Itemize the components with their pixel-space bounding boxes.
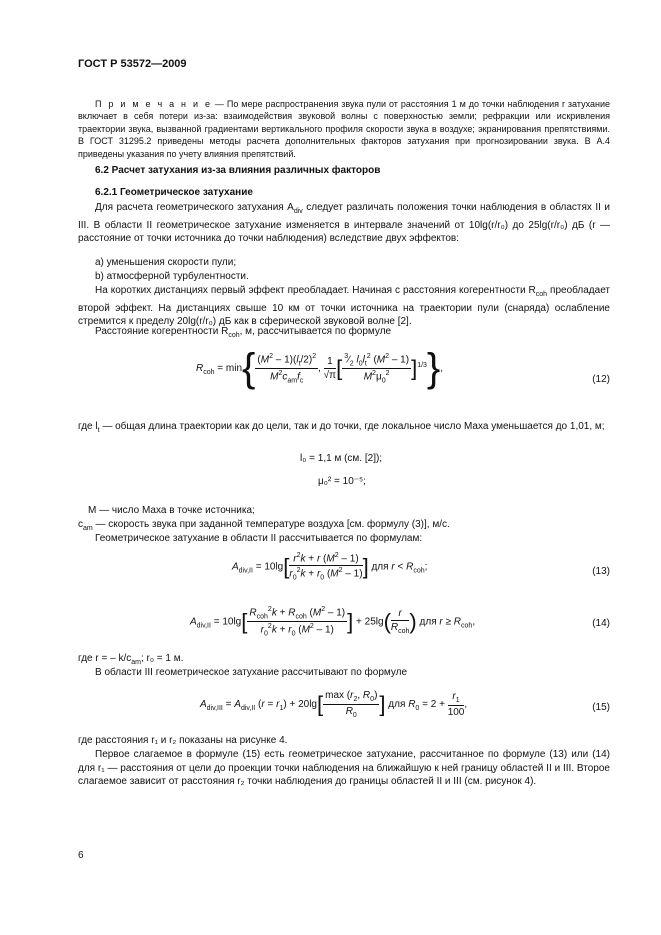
- p3-rest: , м, рассчитывается по формуле: [239, 326, 392, 337]
- l0-value: l₀ = 1,1 м (см. [2]);: [300, 453, 383, 464]
- note-block: [78, 98, 610, 160]
- page-number: 6: [78, 850, 84, 861]
- p3-sub: coh: [228, 332, 240, 339]
- p2-rest: преобладает второй эффект. На дистанциях свыше 10 км от точки источника на траектории пули (снаряда) ослабление стремится к пределу 20lg(r/r₀) дБ как в сферической звуковой волне [2].: [78, 285, 611, 328]
- note-label: П р и м е ч а н и е: [95, 99, 212, 109]
- list-item-b: b) атмосферной турбулентности.: [95, 271, 249, 282]
- section-heading: 6.2 Расчет затухания из-за влияния различных факторов: [95, 165, 381, 176]
- where-lt: [78, 420, 610, 438]
- p3-text: Расстояние когерентности R: [95, 326, 229, 337]
- def-cam-text: c: [78, 519, 83, 530]
- where-lt-text: где l: [78, 421, 98, 432]
- formula-14: $A_{div,II} = 10\lg$[ $\frac{R_{coh}^2k + R_{coh} (M^2 - 1)}{r_0^2k + r_0 (M^2 - 1)}$ ] + 25lg( $\frac{r}{R_{coh}}$ ) для $r \ge R_{coh}$,: [190, 606, 476, 638]
- def-M: M — число Маха в точке источника;: [88, 505, 255, 516]
- p1-sub: div: [293, 208, 303, 215]
- list-item-a: a) уменьшения скорости пули;: [95, 257, 237, 268]
- formula-15: $A_{div,III} = A_{div,II}$ $(r = r_1) + 20\lg$[ $\frac{\max (r_2, R_0)}{R_0}$ ] для $R_0 = 2$ + $\frac{r_1}{100}$ ,: [200, 690, 468, 719]
- where-r-rest: ; r₀ = 1 м.: [140, 653, 184, 664]
- where-lt-sub: t: [97, 427, 100, 434]
- def-cam-sub: am: [83, 525, 93, 532]
- paragraph-3: [78, 325, 610, 343]
- paragraph-6: Первое слагаемое в формуле (15) есть геометрическое затухание, рассчитанное по формуле (13) или (14) для r₁ — расстояния от цели до проекции точки наблюдения на ближайшую к ней границу областей II и III. Второе слагаемое зависит от расстояния r₂ точки наблюдения до границы областей II и III (см. рисунок 4).: [78, 749, 610, 788]
- p1-rest: следует различать положения точки наблюдения в областях II и III. В области II геометрическое затухание изменяется в интервале значений от 10lg(r/r₀) до 25lg(r/r₀) дБ (r — расстояние от точки источника до точки наблюдения) вследствие двух эффектов:: [78, 202, 610, 245]
- paragraph-5: В области III геометрическое затухание рассчитывают по формуле: [95, 667, 408, 678]
- equation-number-13: (13): [592, 566, 610, 577]
- mu0-value: μ₀² = 10⁻⁵;: [318, 476, 366, 487]
- formula-12: $R_{coh} = \min${ $\frac{(M^2 - 1)(l_t/2)^2}{M^2c_{am}f_c}$ , $\frac{1}{√\pi}$ [ $\frac{^3⁄_2 l_0l_t^2 (M^2 - 1)}{M^2\mu_0^2}$ ]$^{1/3}$},: [196, 346, 444, 390]
- paragraph-1: [78, 201, 610, 246]
- paragraph-2: [78, 284, 610, 329]
- formula-13: $A_{div,II} = 10\lg$[ $\frac{r^2k + r (M^2 - 1)}{r_0^2k + r_0 (M^2 - 1)}$ ] для $r < R_{coh}$;: [232, 552, 428, 582]
- paragraph-4: Геометрическое затухание в области II рассчитывается по формулам:: [95, 533, 423, 544]
- def-cam-rest: — скорость звука при заданной температуре воздуха [см. формулу (3)], м/с.: [92, 519, 450, 530]
- note-text: — По мере распространения звука пули от расстояния 1 м до точки наблюдения r затухание включает в себя потери из-за: взаимодействия звуковой волны с поверхностью земли; рефракции или искривления траектории звука, вызванной градиентами вертикального профиля скорости звука в воздухе; экранирования препятствиями. В ГОСТ 31295.2 приведены методы расчета дополнительных факторов затухания при прогнозировании звука. В А.4 приведены указания по учету влияния препятствий.: [78, 99, 610, 159]
- p2-sub: coh: [535, 291, 548, 298]
- where-lt-rest: — общая длина траектории как до цели, так и до точки, где локальное число Маха уменьшается до 1,01, м;: [99, 421, 605, 432]
- equation-number-12: (12): [592, 374, 610, 385]
- p1-text: Для расчета геометрического затухания A: [95, 202, 294, 213]
- where-r12: где расстояния r₁ и r₂ показаны на рисунке 4.: [78, 735, 288, 746]
- where-r-sub: am: [131, 659, 141, 666]
- equation-number-14: (14): [592, 618, 610, 629]
- document-header: ГОСТ Р 53572—2009: [78, 58, 187, 70]
- subsection-heading: 6.2.1 Геометрическое затухание: [95, 187, 253, 198]
- where-r-text: где r = – k/c: [78, 653, 132, 664]
- equation-number-15: (15): [592, 702, 610, 713]
- p2-text: На коротких дистанциях первый эффект преобладает. Начиная с расстояния когерентности R: [95, 285, 536, 296]
